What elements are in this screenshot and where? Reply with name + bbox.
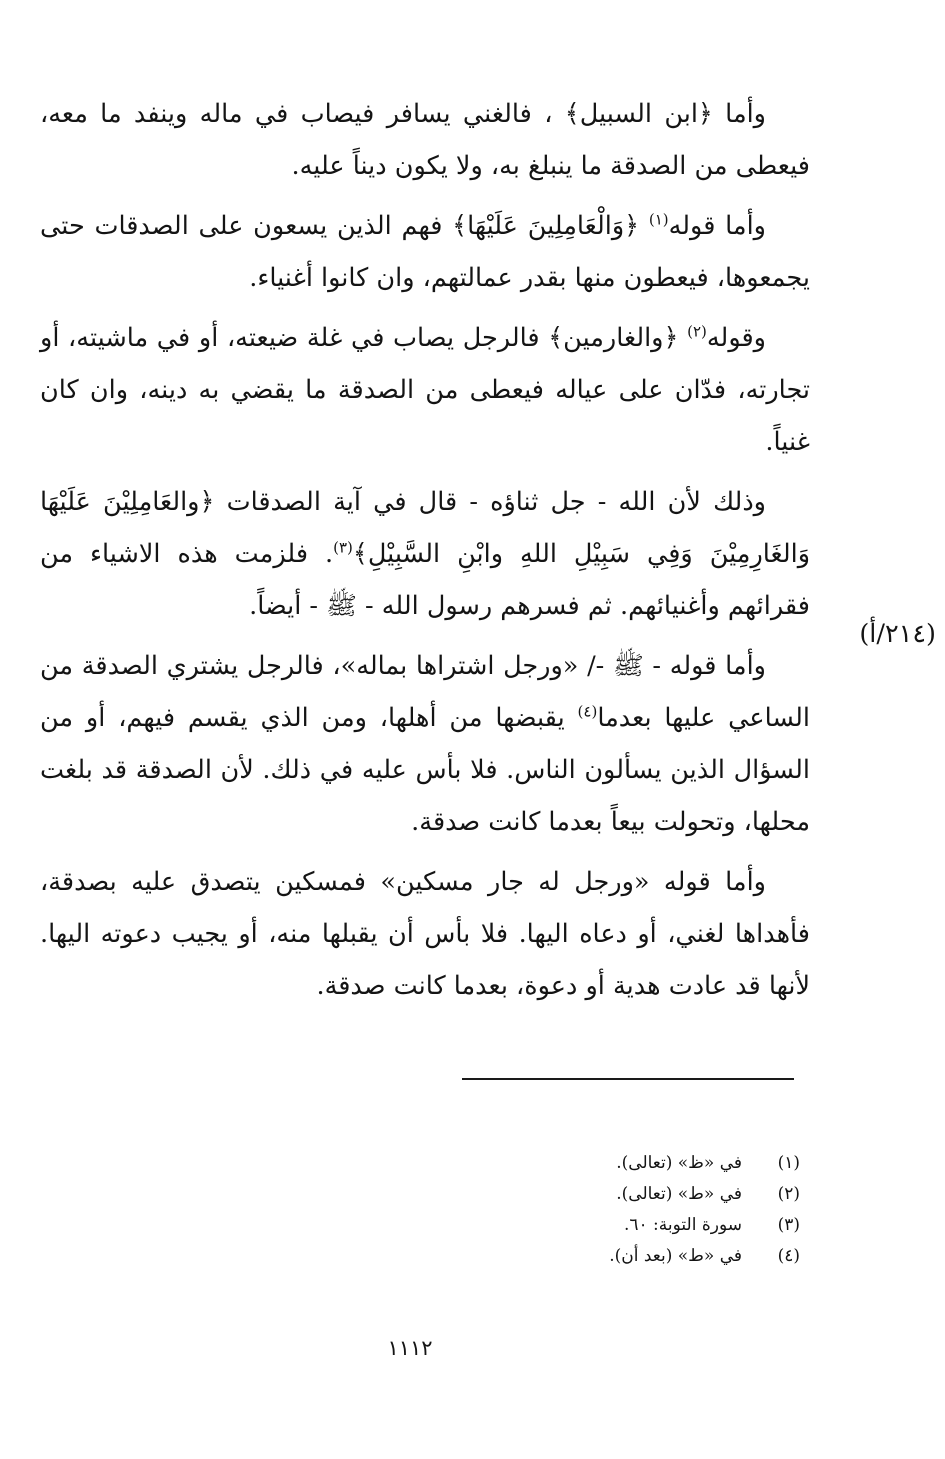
paragraph-text: وأما قوله bbox=[668, 211, 766, 241]
paragraph-text: ﴿وَالْعَامِلِينَ عَلَيْهَا﴾ فهم الذين يسعون على الصدقات حتى يجمعوها، فيعطون منها بقدر عمالتهم، وان كانوا أغنياء. bbox=[40, 211, 810, 293]
main-text bbox=[40, 88, 810, 1020]
footnote-text: في «ظ» (تعالى). bbox=[616, 1153, 742, 1173]
footnote-text: سورة التوبة: ٦٠. bbox=[623, 1215, 742, 1235]
footnotes bbox=[420, 1148, 800, 1272]
footnote-reference[interactable]: (٣) bbox=[333, 538, 353, 557]
paragraph-al-amilin bbox=[40, 200, 810, 304]
paragraph-ibn-al-sabil bbox=[40, 88, 810, 192]
footnote-item bbox=[420, 1179, 800, 1210]
paragraph-text: ﴿والغارمين﴾ فالرجل يصاب في غلة ضيعته، أو في ماشيته، أو تجارته، فدّان على عياله فيعطى من الصدقة ما يقضي به دينه، وان كان غنياً. bbox=[40, 323, 810, 457]
footnote-text: في «ط» (بعد أن). bbox=[609, 1246, 742, 1266]
footnote-number: (١) bbox=[777, 1153, 800, 1173]
paragraph-text: وأما ﴿ابن السبيل﴾ ، فالغني يسافر فيصاب في ماله وينفد ما معه، فيعطى من الصدقة ما ينبلغ به، ولا يكون ديناً عليه. bbox=[40, 99, 810, 181]
footnote-item bbox=[420, 1241, 800, 1272]
footnote-number: (٤) bbox=[777, 1246, 800, 1266]
paragraph-text: وذلك لأن الله - جل ثناؤه - قال في آية الصدقات ﴿والعَامِلِيْنَ عَلَيْهَا وَالغَارِمِيْنَ وَفِي سَبِيْلِ اللهِ وابْنِ السَّبِيْلِ﴾ bbox=[40, 487, 811, 569]
paragraph-ayat-al-sadaqat bbox=[40, 476, 810, 632]
paragraph-text: وقوله bbox=[706, 323, 766, 353]
paragraph-text: . فلزمت هذه الاشياء من فقرائهم وأغنيائهم. ثم فسرهم رسول الله - ﷺ - أيضاً. bbox=[40, 539, 810, 621]
footnote-reference[interactable]: (٢) bbox=[687, 322, 707, 341]
paragraph-jar-miskin bbox=[40, 856, 810, 1012]
paragraph-text: يقبضها من أهلها، ومن الذي يقسم فيهم، أو من السؤال الذين يسألون الناس. فلا بأس عليه في ذلك. لأن الصدقة قد بلغت محلها، وتحولت بيعاً بعدما كانت صدقة. bbox=[40, 703, 810, 837]
footnote-separator bbox=[462, 1078, 794, 1080]
manuscript-folio-marker: (٢١٤/أ) bbox=[859, 619, 936, 649]
paragraph-al-gharimin bbox=[40, 312, 810, 468]
footnote-item bbox=[420, 1210, 800, 1241]
footnote-text: في «ط» (تعالى). bbox=[616, 1184, 742, 1204]
paragraph-ishtaraha-bimalihi bbox=[40, 640, 810, 848]
footnote-number: (٣) bbox=[777, 1215, 800, 1235]
page-number: ١١١٢ bbox=[387, 1336, 433, 1360]
footnote-item bbox=[420, 1148, 800, 1179]
paragraph-text: وأما قوله «ورجل له جار مسكين» فمسكين يتصدق عليه بصدقة، فأهداها لغني، أو دعاه اليها. فلا بأس أن يقبلها منه، أو يجيب دعوته اليها. لأنها قد عادت هدية أو دعوة، بعدما كانت صدقة. bbox=[40, 867, 810, 1001]
footnote-reference[interactable]: (١) bbox=[648, 210, 669, 229]
paragraph-text: وأما قوله - ﷺ -/ «ورجل اشتراها بماله»، فالرجل يشتري الصدقة من الساعي عليها بعدما bbox=[40, 651, 810, 733]
footnote-reference[interactable]: (٤) bbox=[577, 702, 598, 721]
footnote-number: (٢) bbox=[777, 1184, 800, 1204]
